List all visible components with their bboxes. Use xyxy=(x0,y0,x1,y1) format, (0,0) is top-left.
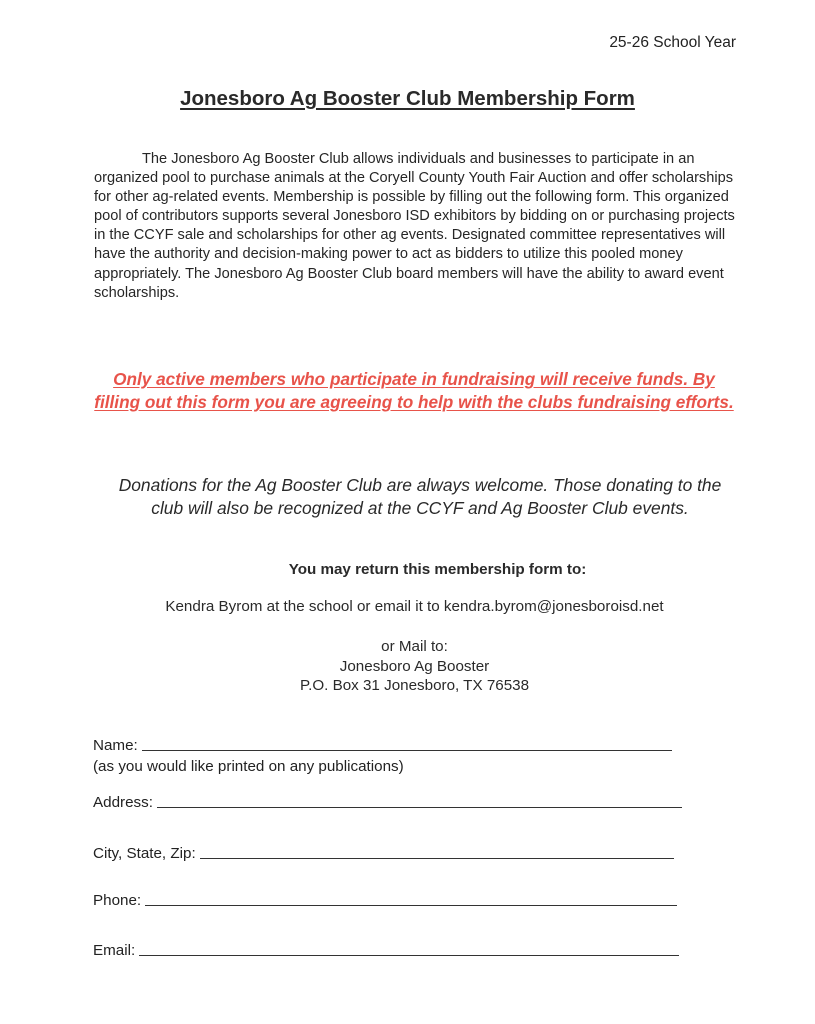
email-field[interactable] xyxy=(93,942,679,959)
page-title: Jonesboro Ag Booster Club Membership Form xyxy=(180,87,635,110)
mail-label: or Mail to: xyxy=(381,638,448,655)
mail-name: Jonesboro Ag Booster xyxy=(339,657,490,675)
mail-address-block xyxy=(0,637,815,696)
address-input-line[interactable] xyxy=(157,806,682,808)
name-field[interactable] xyxy=(93,737,672,754)
phone-field[interactable] xyxy=(93,892,677,909)
intro-text: The Jonesboro Ag Booster Club allows individuals and businesses to participate in an organized pool to purchase animals at the Coryell County Youth Fair Auction and offer scholarships for other ag-related events. Membership is possible by filling out the following form. This organized pool of contributors supports several Jonesboro ISD exhibitors by bidding on or purchasing projects in the CCYF sale and scholarships for other ag events. Designated committee representatives will have the authority and decision-making power to act as bidders to utilize this pooled money appropriately. The Jonesboro Ag Booster Club board members will have the ability to award event scholarships. xyxy=(94,151,735,301)
donations-note: Donations for the Ag Booster Club are always welcome. Those donating to the club will also be recognized at the CCYF and Ag Booster Club events. xyxy=(118,475,722,518)
name-input-line[interactable] xyxy=(142,749,672,751)
name-note: (as you would like printed on any publications) xyxy=(93,758,404,775)
phone-label: Phone: xyxy=(93,892,142,909)
email-input-line[interactable] xyxy=(139,954,679,956)
address-field[interactable] xyxy=(93,794,682,811)
fundraising-warning: Only active members who participate in fundraising will receive funds. By filling out this form you are agreeing to help with the clubs fundraising efforts. xyxy=(94,369,734,412)
intro-paragraph xyxy=(94,150,742,303)
school-year-label: 25-26 School Year xyxy=(609,34,736,51)
email-label: Email: xyxy=(93,942,136,959)
phone-input-line[interactable] xyxy=(145,904,677,906)
name-label: Name: xyxy=(93,737,138,754)
return-contact-line: Kendra Byrom at the school or email it to kendra.byrom@jonesboroisd.net xyxy=(165,598,664,615)
mail-address: P.O. Box 31 Jonesboro, TX 76538 xyxy=(299,677,530,694)
city-state-zip-field[interactable] xyxy=(93,845,674,862)
city-state-zip-label: City, State, Zip: xyxy=(93,845,196,862)
address-label: Address: xyxy=(93,794,153,811)
city-state-zip-input-line[interactable] xyxy=(200,857,674,859)
return-heading: You may return this membership form to: xyxy=(288,561,587,578)
